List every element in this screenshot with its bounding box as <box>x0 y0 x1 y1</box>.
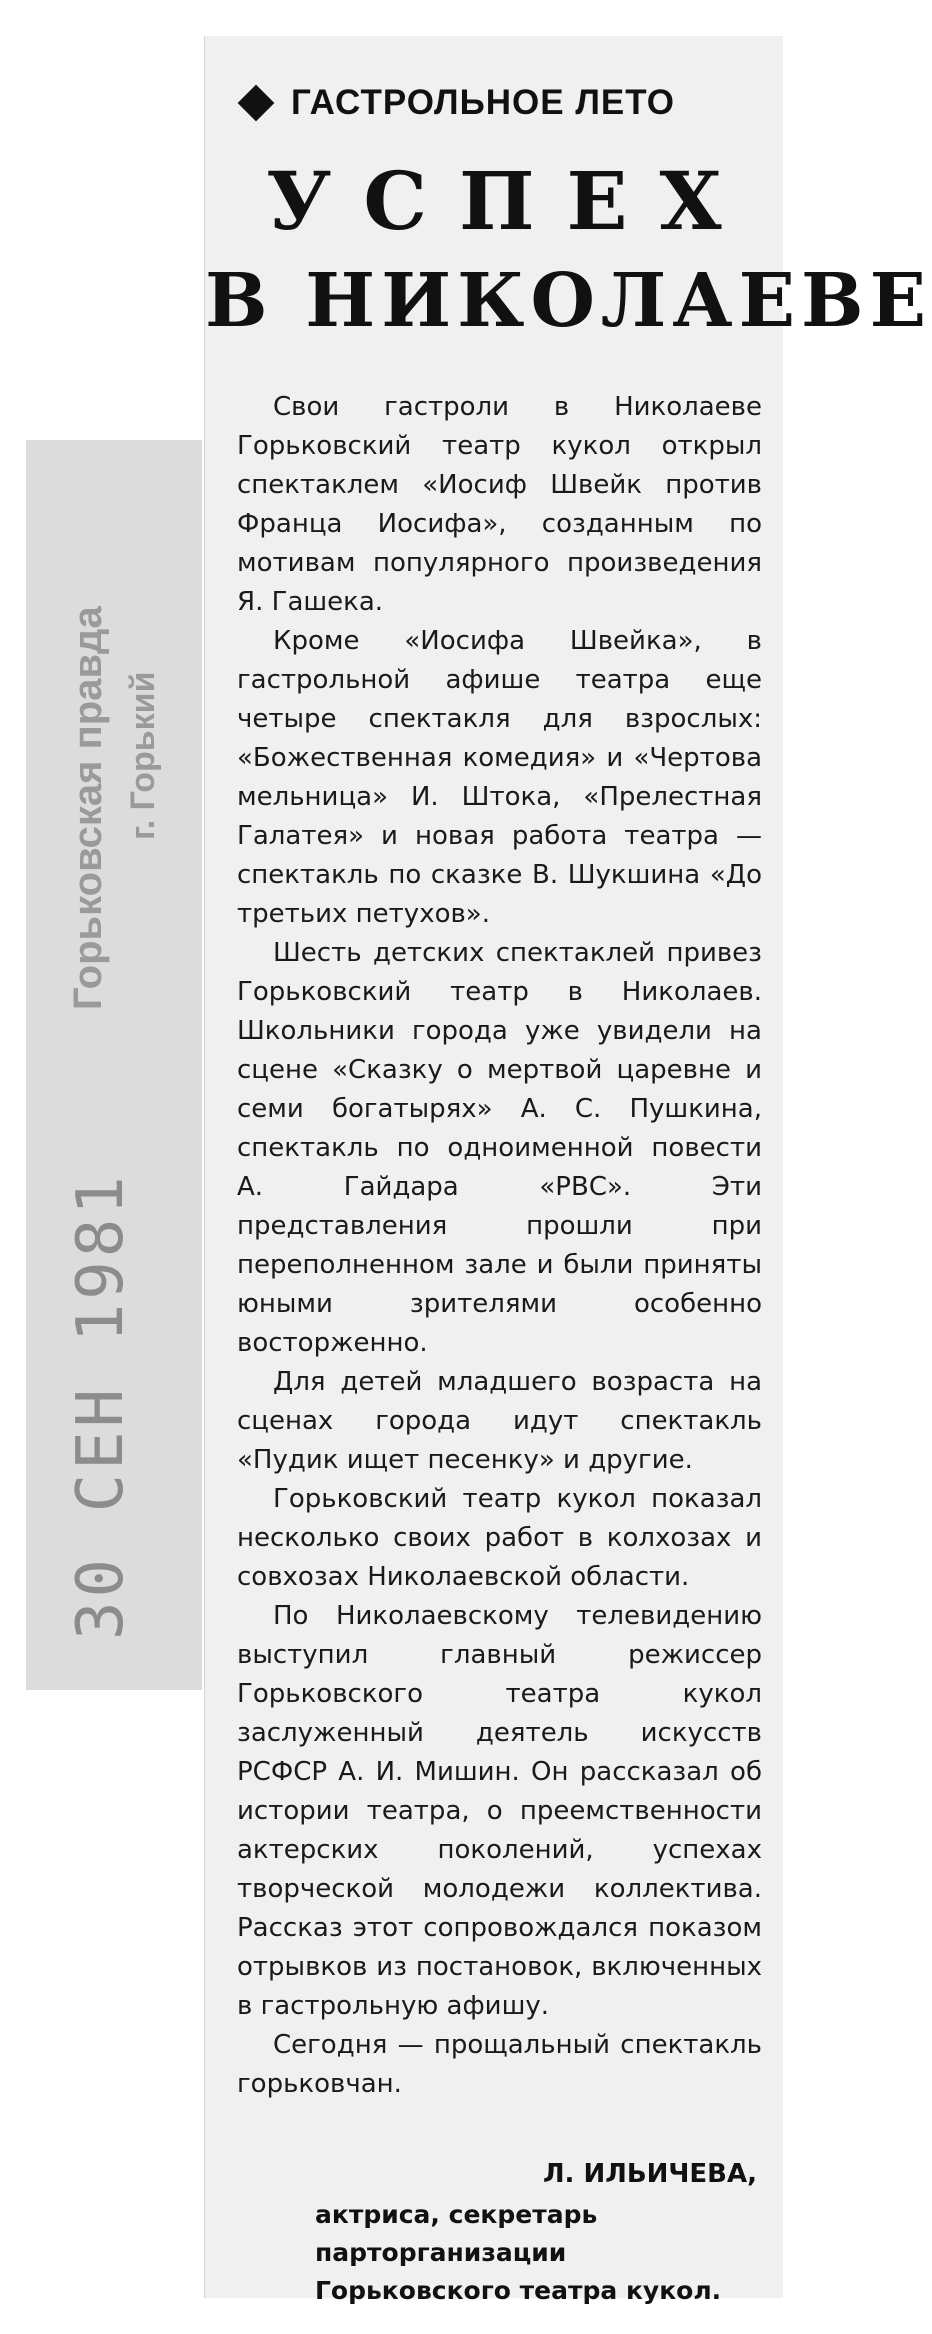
newspaper-stamp: Горьковская правда <box>66 606 110 1010</box>
paragraph: Для детей младшего возраста на сценах города идут спектакль «Пудик ищет песенку» и другие. <box>237 1367 762 1475</box>
author-role: актриса, секретарь парторганизации Горьковского театра кукол. <box>315 2200 722 2305</box>
date-stamp: 30 СЕН 1981 <box>64 1172 138 1640</box>
paragraph: Свои гастроли в Николаеве Горьковский театр кукол открыл спектаклем «Иосиф Швейк против Франца Иосифа», созданным по мотивам популярного произведения Я. Гашека. <box>237 392 762 617</box>
newspaper-clipping <box>204 36 932 2305</box>
city-stamp: г. Горький <box>124 671 162 840</box>
rubric <box>235 76 765 130</box>
paragraph: Горьковский театр кукол показал несколько своих работ в колхозах и совхозах Николаевской области. <box>237 1484 762 1592</box>
paragraph: Шесть детских спектаклей привез Горьковский театр в Николаев. Школьники города уже увидели на сцене «Сказку о мертвой царевне и семи богатырях» А. С. Пушкина, спектакль по одноименной повести А. Гайдара «РВС». Эти представления прошли при переполненном зале и были приняты юными зрителями особенно восторженно. <box>237 938 762 1358</box>
paragraph: Сегодня — прощальный спектакль горьковчан. <box>237 2030 762 2099</box>
paragraph: По Николаевскому телевидению выступил главный режиссер Горьковского театра кукол заслуженный деятель искусств РСФСР А. И. Мишин. Он рассказал об истории театра, о преемственности актерских поколений, успехах творческой молодежи коллектива. Рассказ этот сопровождался показом отрывков из постановок, включенных в гастрольную афишу. <box>237 1601 762 2021</box>
paragraph: Кроме «Иосифа Швейка», в гастрольной афише театра еще четыре спектакля для взрослых: «Божественная комедия» и «Чертова мельница» И. Штока, «Прелестная Галатея» и новая работа театра — спектакль по сказке В. Шукшина «До третьих петухов». <box>237 626 762 929</box>
signature-block <box>245 2156 765 2310</box>
rubric-label: ГАСТРОЛЬНОЕ ЛЕТО <box>291 83 675 122</box>
diamond-bullet-icon <box>238 85 275 122</box>
headline-line-2: В НИКОЛАЕВЕ <box>205 258 932 344</box>
headline-line-1: УСПЕХ <box>266 154 754 248</box>
article-body <box>237 388 762 2104</box>
author-name: Л. ИЛЬИЧЕВА, <box>542 2159 757 2189</box>
